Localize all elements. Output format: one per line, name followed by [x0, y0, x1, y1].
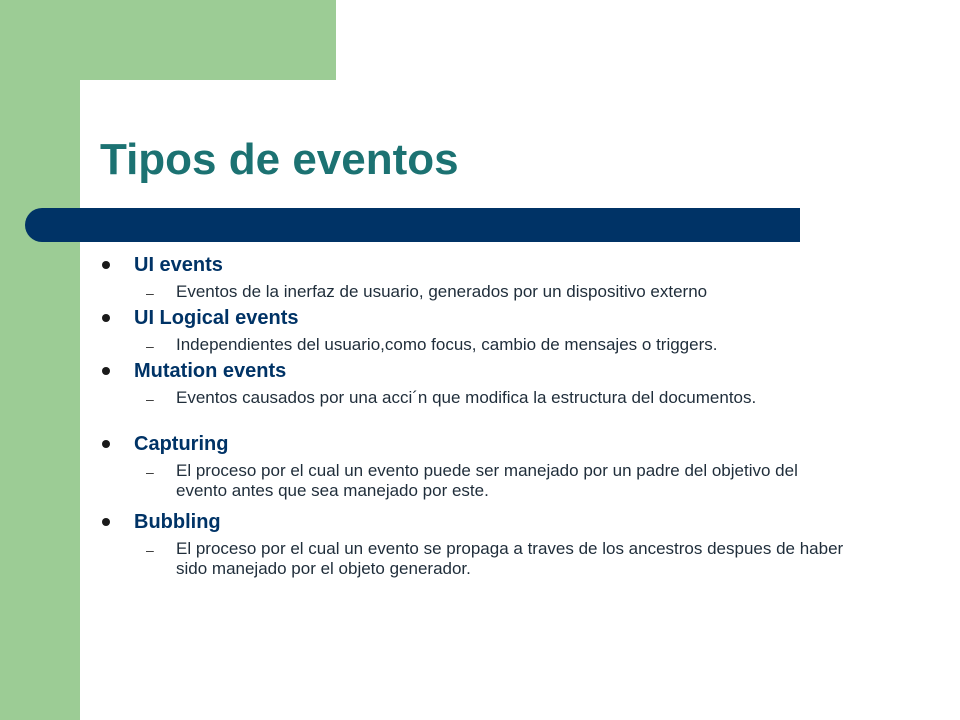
bullet-heading-capturing: Capturing: [134, 433, 229, 455]
bullet-detail-bubbling: El proceso por el cual un evento se propaga a traves de los ancestros despues de haber sido manejado por el objeto generador.: [176, 539, 844, 578]
bullet-detail-ui-events: Eventos de la inerfaz de usuario, generados por un dispositivo externo: [176, 282, 708, 301]
bullet-detail-mutation-events: Eventos causados por una acci´n que modifica la estructura del documentos.: [176, 388, 757, 407]
sub-bullet-dash: –: [146, 338, 154, 354]
left-green-band: [0, 0, 80, 720]
sub-bullet-dash: –: [146, 285, 154, 301]
bullet-dot: [102, 518, 110, 526]
bullet-heading-bubbling: Bubbling: [134, 511, 221, 533]
bullet-heading-mutation-events: Mutation events: [134, 360, 287, 382]
bullet-dot: [102, 261, 110, 269]
top-green-band: [0, 0, 336, 80]
bullet-dot: [102, 440, 110, 448]
slide-title: Tipos de eventos: [100, 135, 459, 184]
sub-bullet-dash: –: [146, 391, 154, 407]
bullet-detail-ui-logical-events: Independientes del usuario,como focus, cambio de mensajes o triggers.: [176, 335, 718, 354]
bullet-heading-ui-logical-events: UI Logical events: [134, 307, 299, 329]
bullet-detail-capturing: El proceso por el cual un evento puede ser manejado por un padre del objetivo del evento antes que sea manejado por este.: [176, 461, 798, 500]
bullet-dot: [102, 367, 110, 375]
bullet-dot: [102, 314, 110, 322]
bullet-heading-ui-events: UI events: [134, 254, 223, 276]
sub-bullet-dash: –: [146, 542, 154, 558]
title-underline-bar: [25, 208, 800, 242]
sub-bullet-dash: –: [146, 464, 154, 480]
